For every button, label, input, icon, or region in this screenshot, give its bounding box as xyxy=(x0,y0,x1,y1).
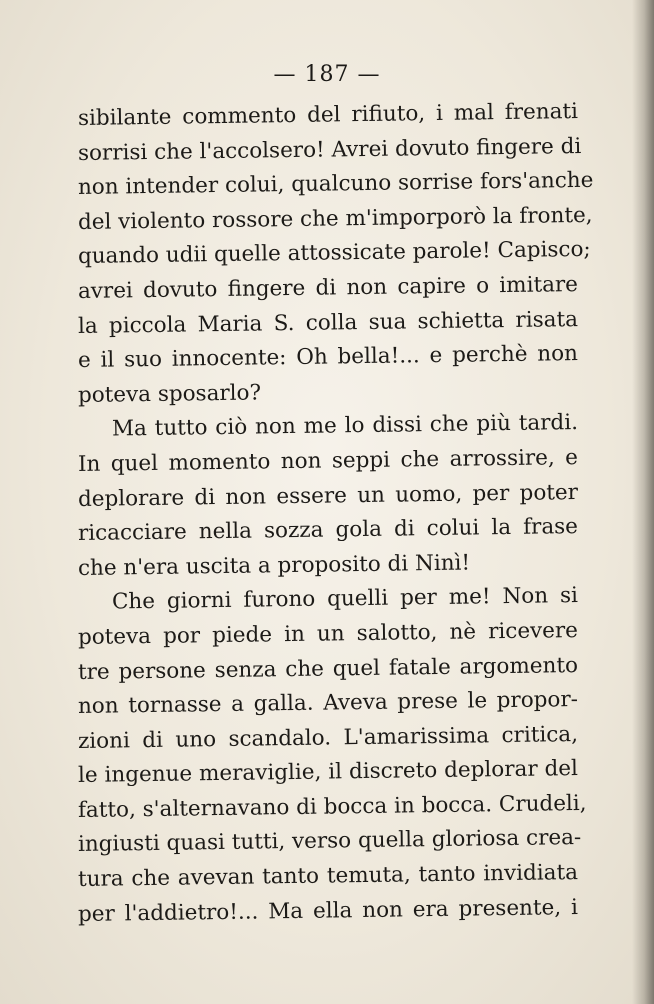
text-line: quando udii quelle attossicate parole! Capisco; xyxy=(77,237,591,270)
page-number: — 187 — xyxy=(273,62,381,87)
text-line: In quel momento non seppi che arrossire, e xyxy=(77,444,579,477)
text-line: la piccola Maria S. colla sua schietta risata xyxy=(77,306,579,339)
text-line: poteva por piede in un salotto, nè ricevere xyxy=(77,617,579,650)
text-line: fatto, s'alternavano di bocca in bocca. Crudeli, xyxy=(77,790,587,823)
text-line: sorrisi che l'accolsero! Avrei dovuto fingere di xyxy=(77,133,582,166)
text-line: non tornasse a galla. Aveva prese le propor- xyxy=(77,687,579,720)
text-line: deplorare di non essere un uomo, per poter xyxy=(77,479,579,512)
text-line: ricacciare nella sozza gola di colui la frase xyxy=(77,514,579,547)
text-line: avrei dovuto fingere di non capire o imitare xyxy=(77,271,579,304)
text-line: ingiusti quasi tutti, verso quella gloriosa crea- xyxy=(77,825,582,858)
text-line: e il suo innocente: Oh bella!... e perchè non xyxy=(77,341,579,374)
text-line: tura che avevan tanto temuta, tanto invidiata xyxy=(77,860,579,893)
text-line: che n'era uscita a proposito di Ninì! xyxy=(77,550,471,581)
text-line: zioni di uno scandalo. L'amarissima critica, xyxy=(77,721,579,754)
binding-shadow xyxy=(632,0,654,1004)
text-line: tre persone senza che quel fatale argomento xyxy=(77,652,579,685)
body-text xyxy=(77,99,594,932)
text-line: sibilante commento del rifiuto, i mal frenati xyxy=(77,99,579,131)
text-line: poteva sposarlo? xyxy=(77,380,262,408)
text-line: le ingenue meraviglie, il discreto deplorar del xyxy=(77,756,579,789)
text-line: Che giorni furono quelli per me! Non si xyxy=(111,583,579,615)
text-line: per l'addietro!... Ma ella non era presente, i xyxy=(77,894,579,927)
text-line: non intender colui, qualcuno sorrise fors'anche xyxy=(77,167,594,201)
text-line: Ma tutto ciò non me lo dissi che più tardi. xyxy=(111,410,579,442)
text-line: del violento rossore che m'imporporò la fronte, xyxy=(77,202,593,235)
